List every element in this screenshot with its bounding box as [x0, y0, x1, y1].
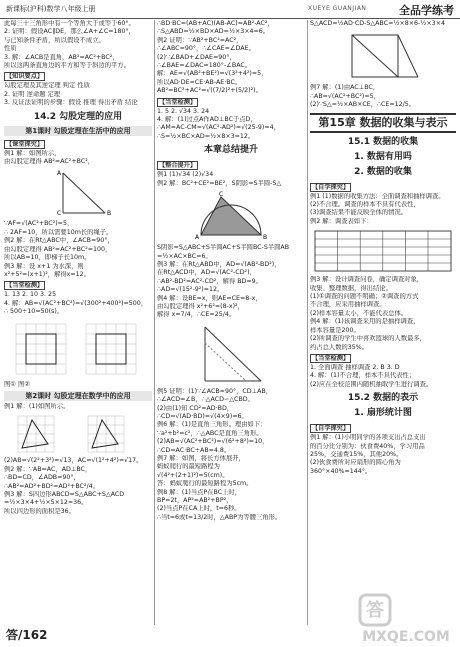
answer-line: 所以AD·DE=CE·AB-AE·BC。 — [157, 78, 242, 86]
svg-text:C: C — [57, 210, 62, 218]
answer-line: S阴影=S△ABC+S半圆AC+S半圆BC-S半圆AB — [157, 244, 290, 252]
answer-line: BP=2t，AP²=AB²+BP²， — [157, 497, 233, 505]
section-tag: 【当堂检测】 — [312, 354, 350, 362]
answer-line: 例3 解：S四边形ABCD=S△ABC+S△ACD — [4, 490, 125, 498]
answer-line: ∴AB²=AD²+BD²=AD²+BC²/4。 — [4, 482, 99, 490]
section-tag: 【知识要点】 — [6, 73, 44, 81]
answer-line: 不合理，应采用抽样调查。 — [310, 301, 386, 309]
answer-line: 所以这两条直角边的平方和等于斜边的平方。 — [4, 62, 130, 70]
answer-line: 例7 解：如图，将长方体展开， — [157, 455, 245, 462]
running-header — [0, 0, 460, 19]
column-divider — [307, 20, 308, 625]
figure-grids — [4, 320, 152, 378]
answer-line: 由勾股定理得 AB²=AC²+BC²=100， — [4, 245, 112, 253]
section-heading: 15.1 数据的收集 — [347, 136, 419, 147]
header-brand: 全品学练考 — [399, 4, 454, 17]
answer-line: (2)AB=√(2²+3²)=√13，AC=√(1²+4²)=√17。 — [4, 457, 143, 465]
answer-line: 例6 解：(1)是直角三角形。理由如下： — [157, 421, 267, 429]
column-left — [4, 20, 152, 625]
chapter-heading: 第15章 数据的收集与表示 — [310, 113, 456, 133]
answer-line: ∴∠ACD=∠B，∴△ACD∽△CBD。 — [157, 396, 254, 404]
answer-line: (3)调查结果不能反映全体的情况。 — [310, 209, 408, 217]
answer-line: 例8 解：(1)当点P在BC上时， — [157, 488, 242, 496]
column-right — [310, 20, 456, 625]
answer-line: 由勾股定理得 x²+6²=(8-x)²， — [157, 302, 244, 310]
page-number: 答/162 — [6, 628, 48, 642]
answer-line: ∴AD=√(15²-9²)=12。 — [157, 286, 224, 294]
answer-line: 例5 证明：(1)∵∠ACB=90°，CD⊥AB， — [157, 387, 273, 395]
answer-line: ∴∠BAE=∠DAC=180°-∠BAC。 — [157, 62, 252, 70]
answer-line: 例2 解：在Rt△ABC中，∠ACB=90°， — [4, 237, 114, 245]
answer-line: 解得 x=7/4，∴CE=25/4。 — [157, 311, 236, 319]
answer-line: 例1 解：如图所示， — [4, 149, 61, 157]
figure-rect — [310, 31, 456, 81]
figure-table — [310, 229, 456, 273]
answer-line: 例2 证明：∵AB²+BC²=AC²， — [157, 36, 243, 44]
watermark-char: 答 — [366, 600, 384, 621]
answer-line: (2)∵S△=½×AB×CE，∴CE=12/5。 — [310, 101, 416, 109]
answer-line: 例7 解：(1)由AC⊥BC， — [310, 84, 380, 92]
answer-line: (2)伙食费所对应扇形的圆心角为 — [310, 459, 401, 467]
answer-line: ∴BD=CD，∠ADB=90°， — [4, 474, 80, 482]
answer-line: ∵AF=√(AC²+BC²)=5， — [4, 220, 74, 228]
answer-line: ∴CD=AC·BC÷AB=4.8。 — [157, 446, 231, 454]
svg-text:B: B — [107, 210, 112, 218]
figure-triangle — [157, 191, 305, 241]
answer-line: (2)AB=√(AC²+BC²)=√(6²+8²)=10， — [157, 438, 269, 446]
answer-line: 样本容量是200。 — [310, 326, 360, 334]
section-heading: 1. 扇形统计图 — [354, 408, 412, 419]
answer-line: 解：AE=√(AB²+BE²)=√(3²+4²)=5， — [157, 70, 268, 78]
answer-line: ∴AM=AC-CM=√(AC²-AD²)=√(25-9)=4， — [157, 124, 280, 132]
answer-line: 360°×40%=144°。 — [310, 467, 372, 475]
answer-line: 的百分比分别为：伙食费40%，学习用品 — [310, 442, 425, 450]
answer-line: (2)应在全校范围内随机抽取学生进行调查。 — [310, 380, 433, 388]
section-heading: 2. 数据的收集 — [354, 166, 412, 177]
figure-gridpair — [4, 414, 152, 454]
figure-pole — [157, 323, 305, 385]
answer-line: ∵a²+b²=c²，∴△ABC是直角三角形。 — [157, 429, 263, 437]
svg-text:A: A — [195, 234, 200, 242]
answer-line: (2)当点P在CA上时，t=6秒。 — [157, 505, 241, 513]
answer-line: 答：蚂蚁爬行的最短路程为5cm。 — [157, 480, 253, 488]
answer-line: ∴AB=√(AC²+BC²)=5， — [310, 92, 380, 100]
section-tag: 【课堂探究】 — [6, 140, 44, 148]
answer-line: (2)∵∠BAD+∠DAE=90°， — [157, 53, 236, 61]
answer-line: ∴ 2AF=10，所以需要10m长的绳子。 — [4, 228, 113, 236]
answer-line: 4. 解：(1)过点A作AD⊥BC于点D， — [157, 116, 257, 124]
answer-line: =½×3×4+½×5×12=36。 — [4, 499, 88, 507]
answer-line: ∴BD·BC=(AB+AC)(AB-AC)=AB²-AC²， — [157, 20, 274, 27]
answer-line: (1)①调查的问题不明确；②调查的方式 — [310, 293, 419, 301]
column-middle — [157, 20, 305, 625]
section-tag: 【当堂检测】 — [6, 282, 44, 290]
answer-line: AB²=BC²+AC²=√((7/2)²+(5/2)²)。 — [157, 87, 262, 95]
header-book-title: 新课标(沪科)数学八年级上册 — [6, 5, 96, 13]
lesson-heading: 第1课时 勾股定理在生活中的应用 — [4, 126, 152, 136]
answer-line: ∴AB²-BD²=AC²-CD²，解得 BD=9。 — [157, 277, 262, 285]
answer-line: (2)所调查的学生中喜欢篮球的人数最多， — [310, 335, 426, 343]
answer-line: 在Rt△ACD中，AD=√(AC²-CD²)， — [157, 269, 256, 277]
section-tag: 【整合提升】 — [159, 162, 197, 170]
answer-line: 收集、整理数据，得出结论。 — [310, 284, 392, 292]
answer-line: 所以AB=10，即梯子长10m。 — [4, 254, 91, 262]
answer-line: 25%，交通费15%，其他20%。 — [310, 450, 403, 458]
section-heading: 14.2 勾股定理的应用 — [33, 111, 123, 122]
answer-line: 例4 解：设BE=x，则AE=CE=8-x， — [157, 294, 262, 302]
answer-line: 2. 证明：假设AC∥DE，那么∠A+∠C=180°， — [4, 28, 135, 36]
answer-line: S△ACD=½AD·CD-S△ABC=½×8×6-½×3×4 — [310, 20, 445, 27]
answer-line: 勾股定理及其逆定理 判定 性质 — [4, 82, 90, 90]
section-heading: 本章总结提升 — [203, 145, 258, 156]
answer-line: 例2 解：调查表如下： — [310, 217, 373, 225]
answer-line: 此每三十三角形中有一个等角大于或等于60°。 — [4, 20, 135, 27]
answer-line: 4. 解：AB=√(AC²+BC²)=√(300²+400²)=500， — [4, 299, 148, 307]
answer-line: (2)样本容量太小，不能代表总体。 — [310, 309, 408, 317]
svg-text:A: A — [57, 170, 62, 178]
answer-line: 例3 解：设计调查问卷，确定调查对象， — [310, 276, 424, 284]
answer-line: x²+5²=(x+1)²，解得x=12。 — [4, 270, 90, 278]
lesson-heading: 第2课时 勾股定理在数学中的应用 — [4, 391, 152, 401]
section-tag: 【当堂检测】 — [159, 98, 197, 106]
answer-line: 例2 解：BC²+CE²=BE²，S阴影=S半圆-S△ — [157, 179, 282, 187]
answer-line: 与已知条件矛盾，所以假设不成立。 — [4, 36, 105, 44]
answer-line: ∴S=½×BC×AD=½×8×3=12。 — [157, 132, 255, 140]
section-heading: 15.2 数据的表示 — [347, 393, 419, 404]
column-divider — [154, 20, 155, 625]
answer-line: (2)由(1)知 CD²=AD·BD， — [157, 404, 234, 412]
answer-line: 性质 — [4, 45, 17, 53]
answer-line: 3. 解：∠ACB是直角，AB²=AC²+BC²， — [4, 53, 119, 61]
answer-line: ∴∠ABC=90°，∴∠CAE=∠DAE。 — [157, 45, 255, 53]
answer-line: 1. 全面调查 抽样调查 2. B 3. D — [310, 363, 400, 371]
answer-line: 1. 13 2. 10 3. 25 — [4, 291, 57, 299]
answer-line: 例1 解：(1)如图所示。 — [4, 402, 70, 410]
answer-line: 蚂蚁爬行的最短路程为 — [157, 463, 220, 471]
answer-line: 1. 5 2. √34 3. 24 — [157, 107, 210, 115]
answer-line: 3. 反证法证明的步骤：假设 推理 得出矛盾 结论 — [4, 99, 138, 107]
answer-line: =½×AC×BC=6。 — [157, 252, 212, 260]
answer-line: 例1 (1)数据的收集方法：全面调查和抽样调查。 — [310, 192, 445, 200]
answer-line: 例4 解：(1)该调查采用的是抽样调查， — [310, 318, 420, 326]
answer-line: 例3 解：设 x+1 为水深，则 — [4, 262, 84, 270]
answer-line: ∴CD=√(AD·BD)=√(4×9)=6。 — [157, 412, 248, 420]
answer-line: 例2 解：∵AB=AC，AD⊥BC， — [4, 465, 92, 473]
figure-bamboo — [4, 169, 152, 217]
answer-line: √(4²+(2+1)²)=5(cm)。 — [157, 471, 229, 479]
svg-text:C: C — [219, 191, 224, 199]
answer-line: 由勾股定理得 AB²=AC²+BC²， — [4, 158, 95, 166]
answer-line: ∴S△ABD=½×BD×AD=½×3×4=6。 — [157, 28, 270, 36]
answer-line: 图① 图② — [4, 380, 30, 388]
section-tag: 【自学探究】 — [312, 183, 350, 191]
header-series-pinyin: XUEYE GUANJIAN — [308, 5, 367, 12]
watermark-logo — [358, 593, 454, 645]
answer-line: 例1 (1)√34 (2)√34 — [157, 171, 214, 179]
watermark-site: MXQE.COM — [362, 629, 450, 645]
answer-line: ∴ 500÷10=50(s)。 — [4, 308, 64, 316]
answer-line: 2. 证明 逆命题 定理 — [4, 90, 61, 98]
answer-line: 例3 解：在Rt△ABD中，AD=√(AB²-BD²)， — [157, 260, 281, 268]
section-heading: 1. 数据有用吗 — [354, 151, 412, 162]
answer-line: 例1 解：(1)小明同学的各项支出占总支出 — [310, 434, 426, 442]
answer-line: 约占总人数的35%。 — [310, 343, 369, 351]
section-tag: 【自学探究】 — [312, 425, 350, 433]
answer-line: 4. 解：(1)不合理，样本不具代表性； — [310, 372, 416, 380]
svg-text:B: B — [263, 234, 268, 242]
answer-line: ∴当t=6或t=13/2时，△ABP为等腰三角形。 — [157, 513, 282, 521]
answer-line: 所以四边形的面积是36。 — [4, 507, 75, 515]
answer-line: (2)不合理。调查的样本不具有代表性， — [310, 201, 420, 209]
